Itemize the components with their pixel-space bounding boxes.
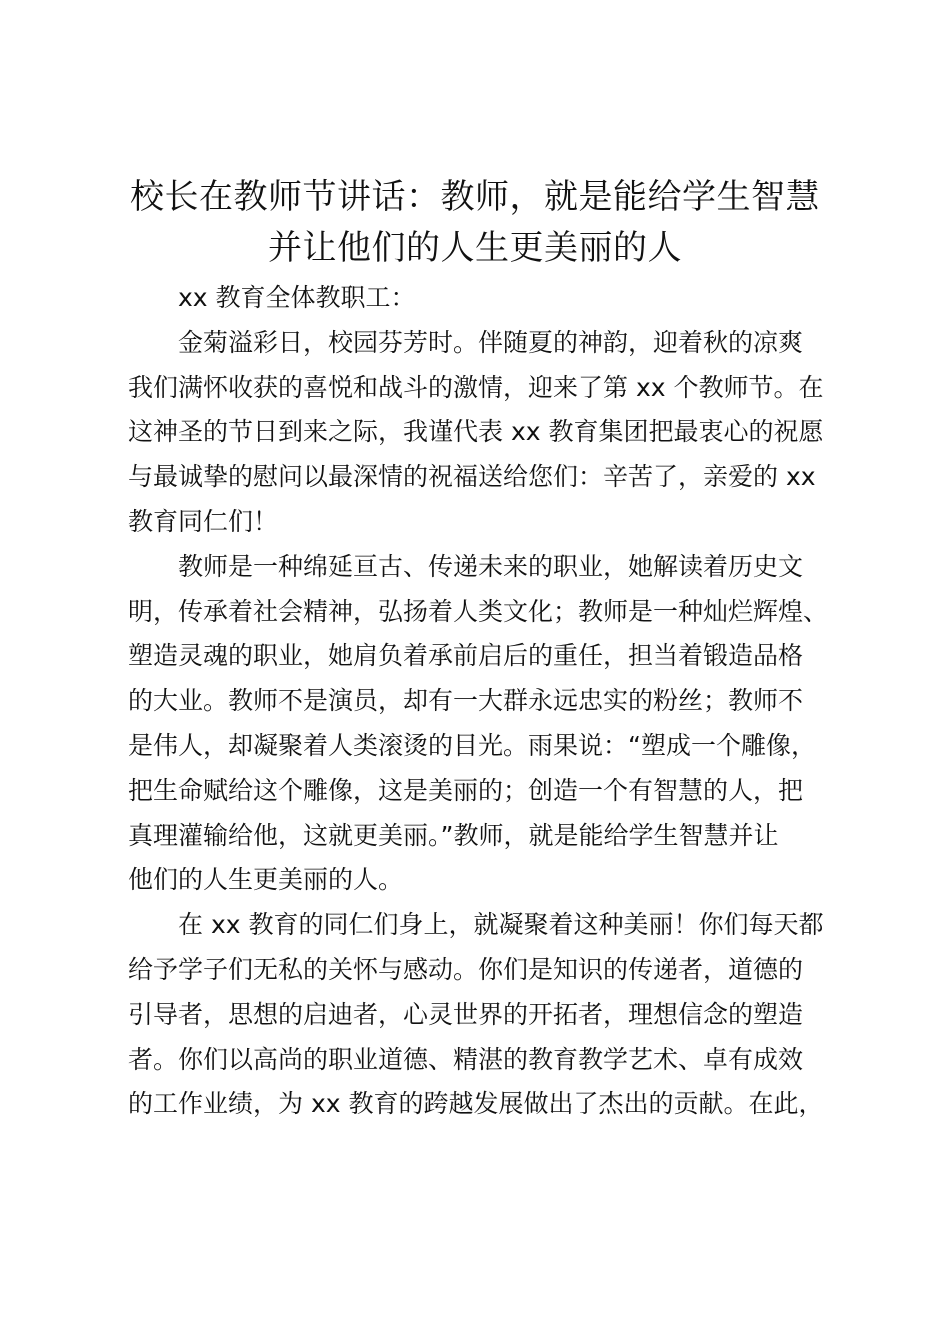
paragraph-line: 把生命赋给这个雕像，这是美丽的；创造一个有智慧的人，把 [128,775,804,805]
document-title [110,172,840,274]
paragraph-line: 者。你们以高尚的职业道德、精湛的教育教学艺术、卓有成效 [128,1044,804,1074]
paragraph-line: 我们满怀收获的喜悦和战斗的激情，迎来了第 xx 个教师节。在 [128,372,824,402]
paragraph-line: 金菊溢彩日，校园芬芳时。伴随夏的神韵，迎着秋的凉爽 [178,327,804,357]
paragraph-line: 给予学子们无私的关怀与感动。你们是知识的传递者，道德的 [128,954,804,984]
paragraph-line: 这神圣的节日到来之际，我谨代表 xx 教育集团把最衷心的祝愿 [128,417,824,447]
paragraph-line: 的大业。教师不是演员，却有一大群永远忠实的粉丝；教师不 [128,686,804,716]
paragraph-line: 引导者，思想的启迪者，心灵世界的开拓者，理想信念的塑造 [128,999,804,1029]
paragraph-line: 的工作业绩，为 xx 教育的跨越发展做出了杰出的贡献。在此， [128,1089,824,1119]
paragraph-line: 教育同仁们！ [128,506,279,536]
salutation: xx 教育全体教职工： [178,283,416,312]
paragraph [128,321,834,545]
title-line: 并让他们的人生更美丽的人 [268,228,682,268]
paragraph-line: 他们的人生更美丽的人。 [128,865,404,895]
document-body [128,276,834,1127]
paragraph-line: 明，传承着社会精神，弘扬着人类文化；教师是一种灿烂辉煌、 [128,596,829,626]
paragraph-line: 真理灌输给他，这就更美丽。”教师，就是能给学生智慧并让 [128,820,779,850]
paragraph-line: 与最诚挚的慰问以最深情的祝福送给您们：辛苦了，亲爱的 xx [128,462,816,492]
paragraph-line: 教师是一种绵延亘古、传递未来的职业，她解读着历史文 [178,551,804,581]
paragraph [128,545,834,903]
paragraph [128,903,834,1127]
paragraph-line: 在 xx 教育的同仁们身上，就凝聚着这种美丽！你们每天都 [178,910,824,940]
paragraph-line: 是伟人，却凝聚着人类滚烫的目光。雨果说：“塑成一个雕像， [128,730,816,760]
paragraph-line: 塑造灵魂的职业，她肩负着承前启后的重任，担当着锻造品格 [128,641,804,671]
title-line: 校长在教师节讲话：教师，就是能给学生智慧 [130,177,820,217]
